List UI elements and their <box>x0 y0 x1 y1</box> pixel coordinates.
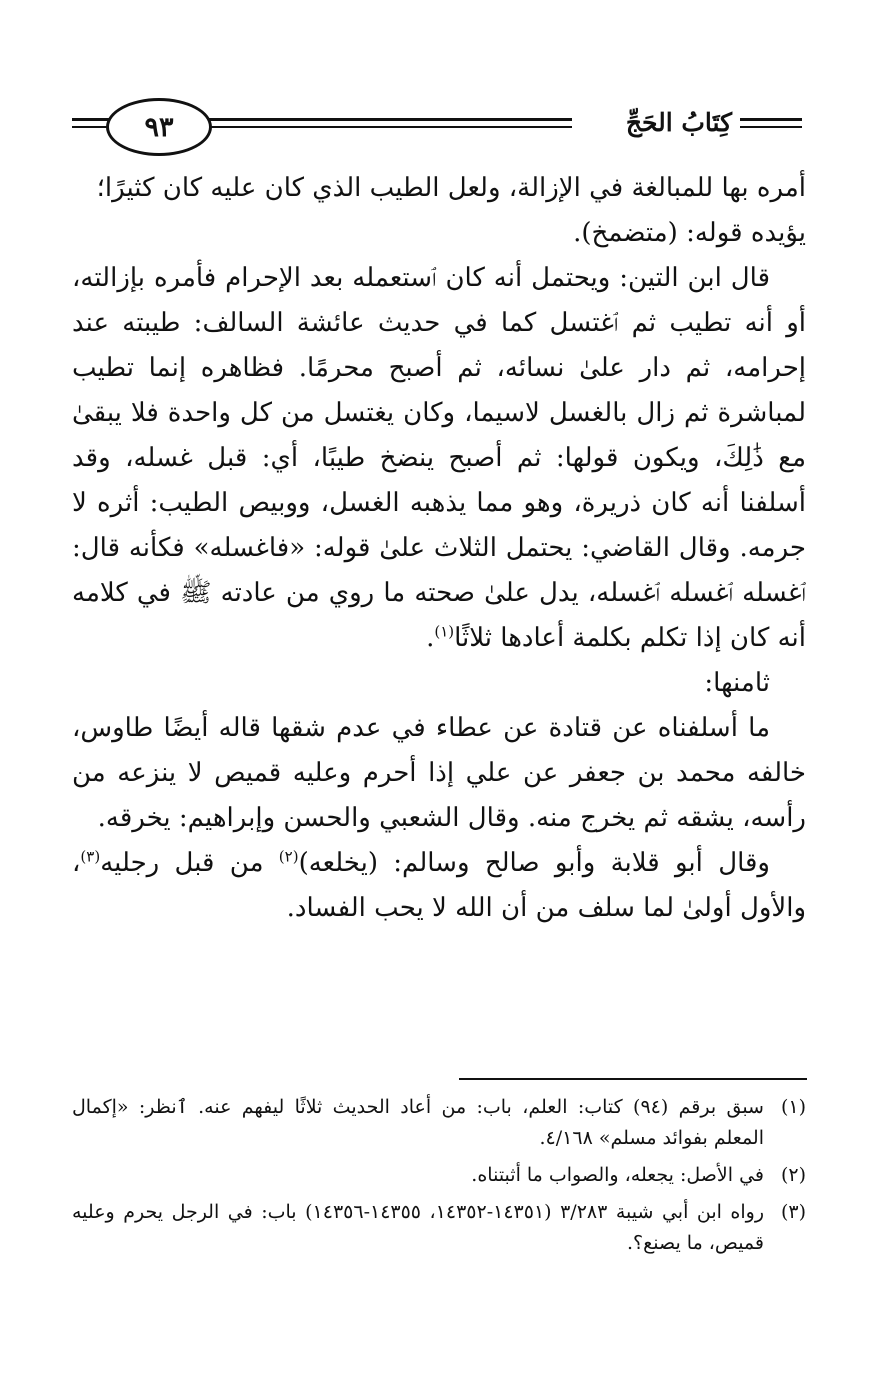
footnote-text: في الأصل: يجعله، والصواب ما أثبتناه. <box>471 1164 764 1186</box>
page-header <box>72 96 802 158</box>
footnote-ref-2[interactable]: (٢) <box>278 847 299 866</box>
header-rule-right-bottom <box>740 126 802 128</box>
page-number-badge <box>106 98 212 156</box>
paragraph-4-text-a: وقال أبو قلابة وأبو صالح وسالم: (يخلعه) <box>298 848 770 878</box>
main-text <box>72 166 806 931</box>
footnote-1 <box>72 1092 806 1154</box>
paragraph-1 <box>72 166 806 256</box>
footnote-separator <box>459 1078 807 1080</box>
paragraph-2-text: قال ابن التين: ويحتمل أنه كان ٱستعمله بعد الإحرام فأمره بإزالته، أو أنه تطيب ثم ٱغتسل كما في حديث عائشة السالف: طيبته عند إحرامه، ثم دار علىٰ نسائه، ثم أصبح محرمًا. فظاهره إنما تطيب لمباشرة ثم زال بالغسل لاسيما، وكان يغتسل من كل واحدة فلا يبقىٰ مع ذَٰلِكَ، ويكون قولها: ثم أصبح ينضخ طيبًا، أي: قبل غسله، وقد أسلفنا أنه كان ذريرة، وهو مما يذهبه الغسل، ووبيص الطيب: أثره لا جرمه. وقال القاضي: يحتمل الثلاث علىٰ قوله: «فاغسله» فكأنه قال: ٱغسله ٱغسله ٱغسله، يدل علىٰ صحته ما روي من عادته ﷺ في كلامه أنه كان إذا تكلم بكلمة أعادها ثلاثًا <box>72 263 807 653</box>
book-title: كِتَابُ الحَجِّ <box>625 108 732 137</box>
paragraph-1-line-2: يؤيده قوله: (متضمخ). <box>573 218 806 248</box>
footnote-number: (٣) <box>780 1201 806 1223</box>
footnotes <box>72 1092 806 1265</box>
footnote-number: (١) <box>780 1096 806 1118</box>
page-number: ٩٣ <box>144 111 174 143</box>
paragraph-4-text-c: ، والأول أولىٰ لما سلف من أن الله لا يحب الفساد. <box>72 848 806 923</box>
footnote-ref-1[interactable]: (١) <box>434 622 455 641</box>
header-rule-middle-bottom <box>206 126 572 128</box>
paragraph-4 <box>72 841 806 931</box>
paragraph-1-line-1: أمره بها للمبالغة في الإزالة، ولعل الطيب الذي كان عليه كان كثيرًا؛ <box>96 173 806 203</box>
paragraph-3-text: ما أسلفناه عن قتادة عن عطاء في عدم شقها قاله أيضًا طاوس، خالفه محمد بن جعفر عن علي إذا أحرم وعليه قميص لا ينزعه من رأسه، يشقه ثم يخرج منه. وقال الشعبي والحسن وإبراهيم: يخرقه. <box>72 713 806 833</box>
section-heading <box>72 661 806 706</box>
footnote-text: رواه ابن أبي شيبة ٣/٢٨٣ (١٤٣٥١-١٤٣٥٢، ١٤٣٥٥-١٤٣٥٦) باب: في الرجل يحرم وعليه قميص، ما يصنع؟. <box>72 1201 765 1254</box>
footnote-2 <box>72 1160 806 1191</box>
header-rule-middle-top <box>206 118 572 121</box>
header-rule-right-top <box>740 118 802 121</box>
footnote-3 <box>72 1197 806 1259</box>
footnote-ref-3[interactable]: (٣) <box>80 847 101 866</box>
footnote-number: (٢) <box>780 1164 806 1186</box>
footnote-text: سبق برقم (٩٤) كتاب: العلم، باب: من أعاد الحديث ثلاثًا ليفهم عنه. ٱنظر: «إكمال المعلم بفوائد مسلم» ٤/١٦٨. <box>72 1096 764 1149</box>
paragraph-3 <box>72 706 806 841</box>
paragraph-2-end: . <box>426 623 435 653</box>
paragraph-2 <box>72 256 806 661</box>
section-heading-text: ثامنها: <box>704 668 770 698</box>
paragraph-4-text-b: من قبل رجليه <box>100 848 279 878</box>
